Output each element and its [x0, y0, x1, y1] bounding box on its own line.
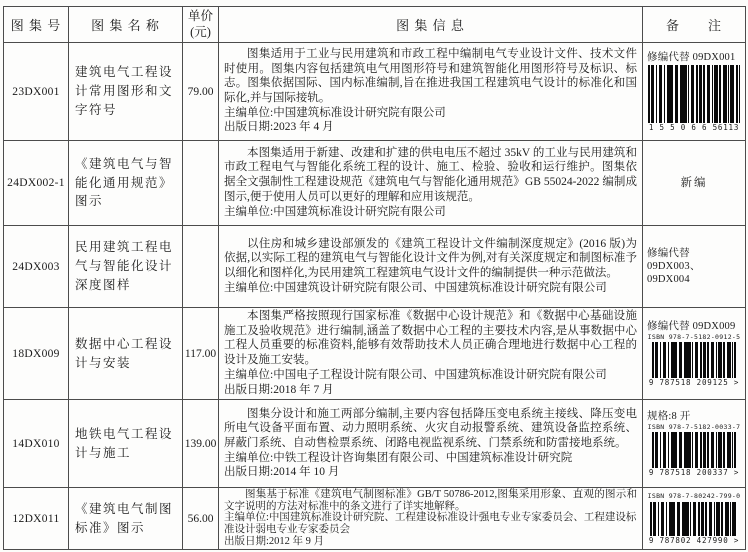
barcode-number: 9 787802 427990 > [648, 535, 740, 545]
atlas-info-cell [219, 400, 643, 488]
barcode-number: 9 787518 200337 > [648, 468, 740, 478]
table-row [4, 308, 746, 400]
atlas-info-cell [219, 43, 643, 141]
atlas-price: 56.00 [183, 488, 219, 550]
atlas-publish-date: 出版日期:2018 年 7 月 [224, 383, 334, 396]
barcode-number: 9 787518 209125 > [648, 378, 740, 388]
table-row [4, 400, 746, 488]
atlas-info-cell [219, 141, 643, 226]
header-remark: 备 注 [643, 7, 746, 43]
table-row [4, 43, 746, 141]
atlas-editor: 主编单位:中国建筑标准设计研究院有限公司 [224, 106, 446, 119]
atlas-editor: 主编单位:中国建筑标准设计研究院、工程建设标准设计强电专业专家委员会、工程建设标准设计弱电专业专家委员会 [224, 512, 637, 535]
atlas-id: 23DX001 [4, 43, 69, 141]
isbn-text: ISBN 978-7-5182-0912-5 [647, 332, 741, 341]
atlas-description: 本图集适用于新建、改建和扩建的供电电压不超过 35kV 的工业与民用建筑和市政工程电气与智能化系统工程的设计、施工、检验、验收和运行维护。图集依据全文强制性工程建设规范《建筑电气与智能化通用规范》GB 55024-2022 编制成图示,便于使用人员可以更好的理解和应用该规范。 [224, 146, 637, 203]
atlas-name: 地铁电气工程设计与施工 [69, 400, 183, 488]
remark-cell [643, 488, 746, 550]
barcode-image [648, 65, 740, 123]
remark-label: 修编代替 09DX009 [647, 320, 736, 332]
atlas-info-cell [219, 226, 643, 308]
barcode-image [650, 502, 738, 536]
atlas-price [183, 226, 219, 308]
barcode-image [652, 342, 736, 378]
atlas-id: 24DX003 [4, 226, 69, 308]
atlas-description: 本图集严格按照现行国家标准《数据中心设计规范》和《数据中心基础设施施工及验收规范》进行编制,涵盖了数据中心工程的主要技术内容,是从事数据中心工程人员重要的标准资料,能够有效帮助技术人员正确合理地进行数据中心工程的设计及施工安装。 [224, 310, 637, 367]
atlas-name: 建筑电气工程设计常用图形和文字符号 [69, 43, 183, 141]
barcode-number: 1 5 5 0 6 6 56113 [648, 122, 740, 132]
atlas-publish-date: 出版日期:2012 年 9 月 [224, 535, 325, 547]
atlas-description: 图集适用于工业与民用建筑和市政工程中编制电气专业设计文件、技术文件时使用。图集内容包括建筑电气用图形符号和建筑智能化用图形符号及标识、标志。图集依据国际、国内标准编制,旨在推进我国工程建筑电气设计的标准化和国际化,并与国际接轨。 [224, 47, 637, 104]
atlas-table [3, 6, 746, 550]
table-header-row [4, 7, 746, 43]
header-atlas-id: 图 集 号 [4, 7, 69, 43]
atlas-name: 《建筑电气制图标准》图示 [69, 488, 183, 550]
remark-label: 修编代替 09DX001 [647, 51, 736, 63]
header-atlas-name: 图 集 名 称 [69, 7, 183, 43]
atlas-info-cell [219, 488, 643, 550]
atlas-price: 79.00 [183, 43, 219, 141]
atlas-editor: 主编单位:中国建筑设计研究院有限公司、中国建筑标准设计研究院有限公司 [224, 281, 607, 294]
header-unit-price-line2: (元) [190, 24, 211, 39]
isbn-text: ISBN 978-7-80242-799-0 [647, 492, 741, 501]
atlas-info-cell [219, 308, 643, 400]
atlas-editor: 主编单位:中国建筑标准设计研究院有限公司 [224, 205, 446, 218]
table-row [4, 488, 746, 550]
header-unit-price [183, 7, 219, 43]
atlas-id: 12DX011 [4, 488, 69, 550]
atlas-description: 图集分设计和施工两部分编制,主要内容包括降压变电系统主接线、降压变电所电气设备平面布置、动力照明系统、火灾自动报警系统、建筑设备监控系统、屏蔽门系统、自动售检票系统、闭路电视监视系统、门禁系统和防雷接地系统。 [224, 407, 637, 449]
atlas-price: 139.00 [183, 400, 219, 488]
remark-cell [643, 43, 746, 141]
atlas-description: 以住房和城乡建设部颁发的《建筑工程设计文件编制深度规定》(2016 版)为依据,以实际工程的建筑电气与智能化设计文件为例,对有关深度规定和制图标准予以细化和图样化,为民用建筑工程建筑电气设计文件的编制提供一种示范做法。 [224, 237, 637, 279]
remark-label: 修编代替 09DX003、09DX004 [647, 247, 701, 286]
atlas-id: 14DX010 [4, 400, 69, 488]
atlas-publish-date: 出版日期:2023 年 4 月 [224, 121, 334, 134]
atlas-description: 图集基于标准《建筑电气制图标准》GB/T 50786-2012,图集采用形象、直观的图示和文字说明的方法对标准中的条文进行了详实地解释。 [224, 489, 637, 512]
header-unit-price-line1: 单价 [187, 8, 213, 23]
atlas-name: 数据中心工程设计与安装 [69, 308, 183, 400]
header-atlas-info: 图 集 信 息 [219, 7, 643, 43]
remark-cell [643, 400, 746, 488]
remark-cell [643, 308, 746, 400]
atlas-editor: 主编单位:中铁工程设计咨询集团有限公司、中国建筑标准设计研究院 [224, 451, 573, 464]
remark-cell [643, 141, 746, 226]
atlas-price: 117.00 [183, 308, 219, 400]
table-row [4, 226, 746, 308]
barcode-image [652, 432, 736, 468]
atlas-price [183, 141, 219, 226]
atlas-id: 18DX009 [4, 308, 69, 400]
atlas-id: 24DX002-1 [4, 141, 69, 226]
atlas-name: 民用建筑工程电气与智能化设计深度图样 [69, 226, 183, 308]
atlas-publish-date: 出版日期:2014 年 10 月 [224, 466, 340, 479]
remark-cell [643, 226, 746, 308]
remark-label: 规格:8 开 [647, 411, 691, 422]
remark-label: 新编 [680, 176, 708, 189]
table-row [4, 141, 746, 226]
isbn-text: ISBN 978-7-5182-0033-7 [647, 423, 741, 432]
atlas-name: 《建筑电气与智能化通用规范》图示 [69, 141, 183, 226]
atlas-editor: 主编单位:中国电子工程设计院有限公司、中国建筑标准设计研究院有限公司 [224, 368, 607, 381]
